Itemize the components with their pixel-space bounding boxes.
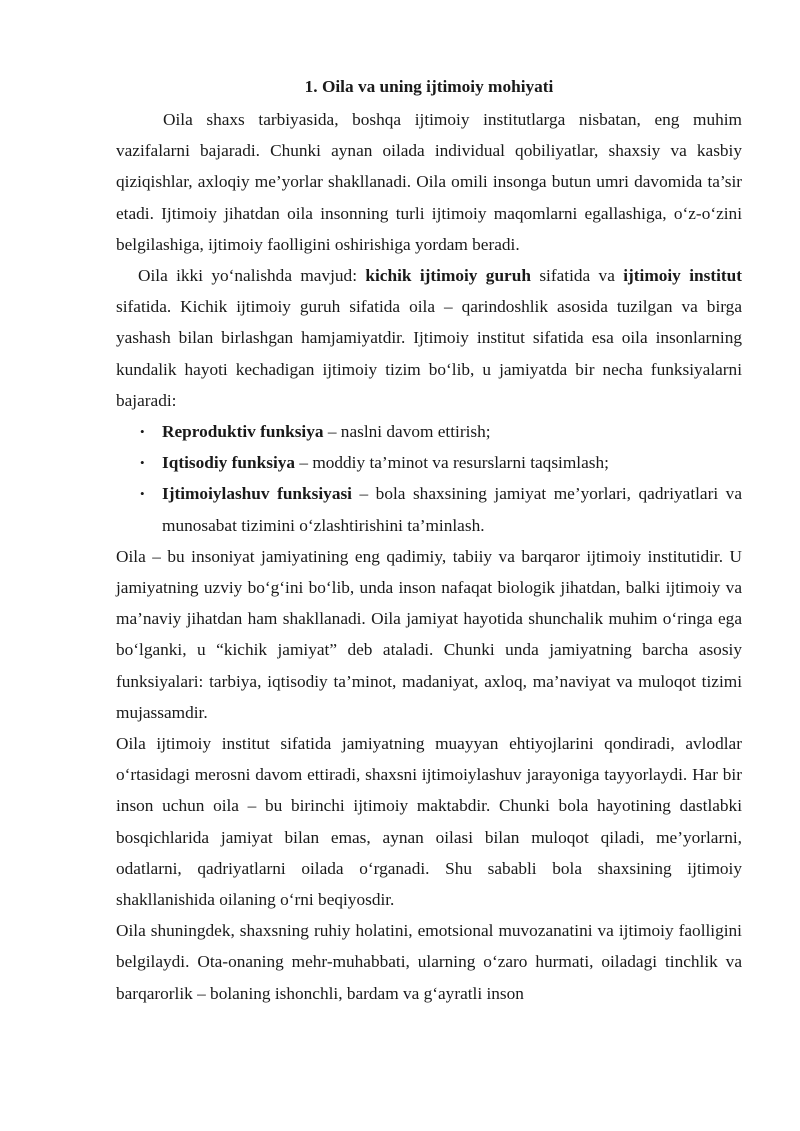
functions-list	[116, 416, 742, 541]
list-item-text: – naslni davom ettirish;	[323, 422, 491, 442]
list-item-reproductive	[116, 416, 742, 447]
list-item-term: Iqtisodiy funksiya	[162, 453, 296, 473]
paragraph-two-directions	[116, 260, 742, 416]
paragraph-two-text-3: sifatida. Kichik ijtimoiy guruh sifatida oila – qarindoshlik asosida tuzilgan va birga yashash bilan birlashgan hamjamiyatdir. Ijtimoiy institut sifatida esa oila insonlarning kundalik hayoti kechadigan ijtimoiy tizim bo‘lib, u jamiyatda bir necha funksiyalarni bajaradi:	[116, 297, 742, 410]
paragraph-emotional-balance: Oila shuningdek, shaxsning ruhiy holatini, emotsional muvozanatini va ijtimoiy faolligini belgilaydi. Ota-onaning mehr-muhabbati, ularning o‘zaro hurmati, oiladagi tinchlik va barqarorlik – bolaning ishonchli, bardam va g‘ayratli inson	[116, 921, 742, 1003]
paragraph-oldest-institution: Oila – bu insoniyat jamiyatining eng qadimiy, tabiiy va barqaror ijtimoiy institutidir. U jamiyatning uzviy bo‘g‘ini bo‘lib, unda inson nafaqat biologik jihatdan, balki ijtimoiy va ma’naviy jihatdan ham shakllanadi. Oila jamiyat hayotida shunchalik muhim o‘ringa ega bo‘lganki, u “kichik jamiyat” deb ataladi. Chunki unda jamiyatning barcha asosiy funksiyalari: tarbiya, iqtisodiy ta’minot, madaniyat, axloq, ma’naviyat va muloqot tizimi mujassamdir.	[116, 546, 742, 722]
bullet-icon: •	[140, 486, 145, 502]
list-item-text: – moddiy ta’minot va resurslarni taqsimlash;	[295, 453, 609, 473]
section-title: 1. Oila va uning ijtimoiy mohiyati	[304, 77, 554, 96]
term-social-institution: ijtimoiy institut	[623, 266, 743, 286]
list-item-text: – bola shaxsining jamiyat me’yorlari, qadriyatlari va munosabat tizimini o‘zlashtirishini ta’minlash.	[162, 484, 742, 535]
term-small-social-group: kichik ijtimoiy guruh	[365, 266, 531, 286]
bullet-icon: •	[140, 424, 145, 440]
paragraph-two-text-1: Oila ikki yo‘nalishda mavjud:	[138, 266, 366, 286]
list-item-term: Ijtimoiylashuv funksiyasi	[162, 484, 352, 504]
list-item-term: Reproduktiv funksiya	[162, 422, 324, 442]
list-item-socialization	[116, 478, 742, 540]
list-item-economic	[116, 447, 742, 478]
bullet-icon: •	[140, 455, 145, 471]
paragraph-social-institution: Oila ijtimoiy institut sifatida jamiyatning muayyan ehtiyojlarini qondiradi, avlodlar o‘rtasidagi merosni davom ettiradi, shaxsni ijtimoiylashuv jarayoniga tayyorlaydi. Har bir inson uchun oila – bu birinchi ijtimoiy maktabdir. Chunki bola hayotining dastlabki bosqichlarida jamiyat bilan emas, aynan oilasi bilan muloqot qiladi, me’yorlarni, odatlarni, qadriyatlarni oilada o‘rganadi. Shu sababli bola shaxsining ijtimoiy shakllanishida oilaning o‘rni beqiyosdir.	[116, 734, 742, 910]
document-page	[116, 72, 742, 1009]
paragraph-intro: Oila shaxs tarbiyasida, boshqa ijtimoiy institutlarga nisbatan, eng muhim vazifalarni bajaradi. Chunki aynan oilada individual qobiliyatlar, shaxsiy va kasbiy qiziqishlar, axloqiy me’yorlar shakllanadi. Oila omili insonga butun umri davomida ta’sir etadi. Ijtimoiy jihatdan oila insonning turli ijtimoiy maqomlarni egallashiga, o‘z-o‘zini belgilashiga, ijtimoiy faolligini oshirishiga yordam beradi.	[116, 110, 742, 254]
paragraph-two-text-2: sifatida va	[530, 266, 624, 286]
